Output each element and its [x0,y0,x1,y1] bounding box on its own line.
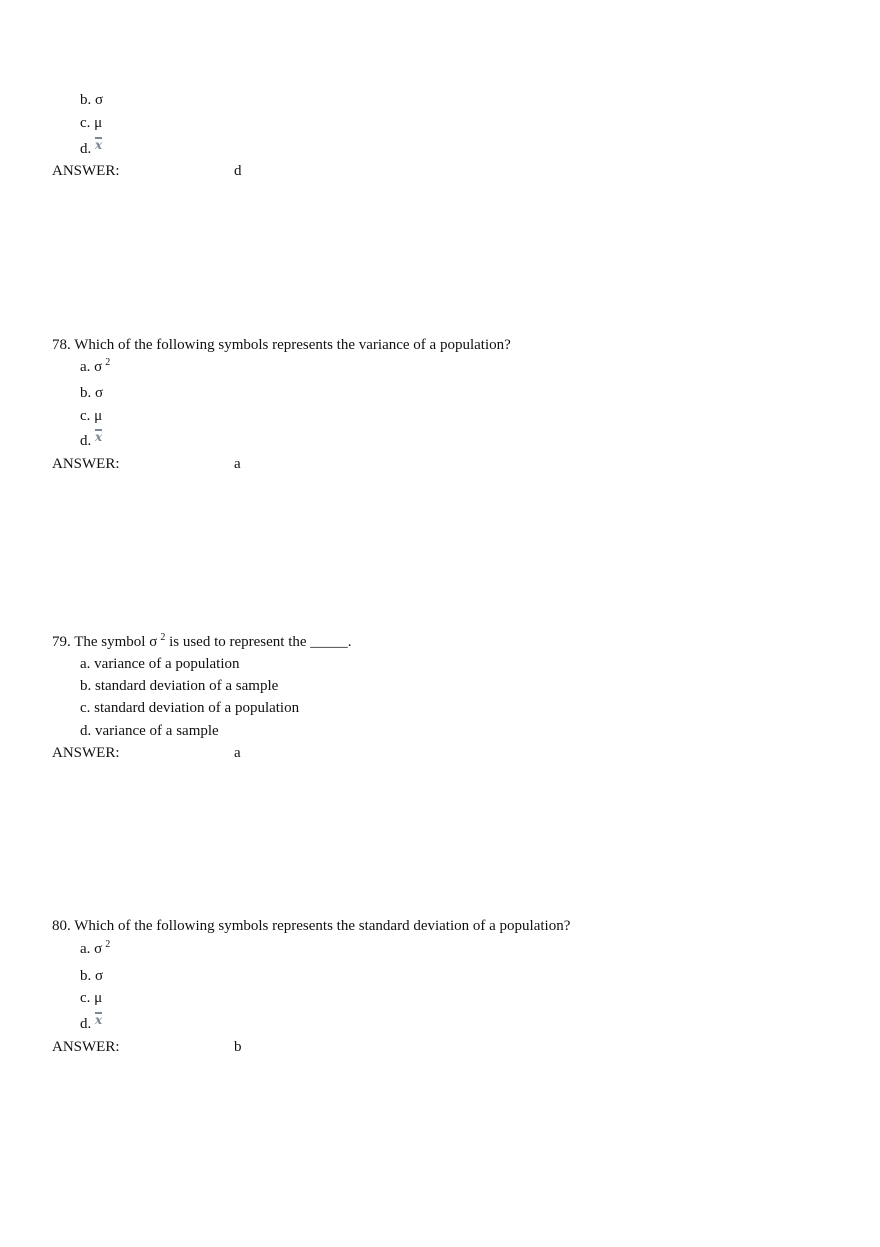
q80-option-d [80,1011,102,1033]
q80-answer-label: ANSWER: [52,1039,120,1055]
q77-option-d [80,136,102,158]
q78-option-a [80,358,110,376]
q79-option-c: c. standard deviation of a population [80,700,300,716]
x-bar-icon: x [95,138,103,152]
x-bar-icon: x [95,1013,103,1027]
q80-question: 80. Which of the following symbols represents the standard deviation of a population? [52,918,571,934]
q80-option-a-exponent: 2 [105,939,111,950]
q80-option-b: b. σ [80,968,104,984]
q78-answer-value: a [234,456,241,472]
q79-answer-value: a [234,745,241,761]
q79-option-a: a. variance of a population [80,656,240,672]
q79-option-d: d. variance of a sample [80,723,219,739]
q78-answer-label: ANSWER: [52,456,120,472]
q77-answer-label: ANSWER: [52,163,120,179]
q79-question-pre: 79. The symbol σ [52,634,158,650]
q79-question [52,633,352,651]
q78-option-a-exponent: 2 [105,357,111,368]
q80-option-a-label: a. σ [80,941,103,957]
q80-option-c: c. μ [80,990,103,1006]
q80-option-a [80,940,110,958]
q79-question-post: is used to represent the _____. [165,634,352,650]
q78-option-a-label: a. σ [80,359,103,375]
q77-option-b: b. σ [80,92,104,108]
q77-answer-value: d [234,163,242,179]
q79-answer-label: ANSWER: [52,745,120,761]
q77-option-d-label: d. [80,141,92,157]
q80-answer-value: b [234,1039,242,1055]
x-bar-icon: x [95,430,103,444]
q79-option-b: b. standard deviation of a sample [80,678,279,694]
q78-option-d [80,428,102,450]
q78-option-d-label: d. [80,433,92,449]
q78-option-b: b. σ [80,385,104,401]
q79-question-exponent: 2 [160,632,166,643]
q80-option-d-label: d. [80,1016,92,1032]
q78-question: 78. Which of the following symbols represents the variance of a population? [52,337,511,353]
q77-option-c: c. μ [80,115,103,131]
q78-option-c: c. μ [80,408,103,424]
